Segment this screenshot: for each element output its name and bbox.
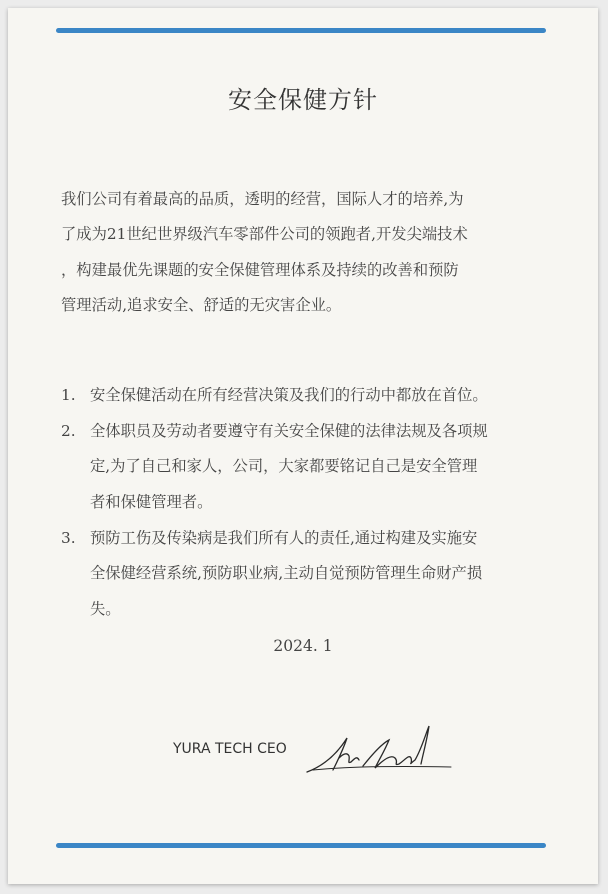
intro-line: 管理活动,追求安全、舒适的无灾害企业。 bbox=[61, 295, 342, 314]
signature-block bbox=[173, 720, 453, 780]
policy-item-1 bbox=[61, 378, 561, 413]
intro-line: ，构建最优先课题的安全保健管理体系及持续的改善和预防 bbox=[61, 260, 459, 279]
item-line: 全体职员及劳动者要遵守有关安全保健的法律法规及各项规 bbox=[90, 422, 488, 440]
top-accent-bar bbox=[56, 28, 546, 33]
item-line: 预防工伤及传染病是我们所有人的责任,通过构建及实施安 bbox=[90, 529, 478, 547]
item-line: 定,为了自己和家人，公司，大家都要铭记自己是安全管理 bbox=[90, 457, 478, 476]
item-line: 者和保健管理者。 bbox=[90, 492, 213, 511]
document-title: 安全保健方针 bbox=[228, 86, 378, 114]
intro-paragraph bbox=[61, 182, 551, 323]
intro-line: 了成为21世纪世界级汽车零部件公司的领跑者,开发尖端技术 bbox=[61, 225, 468, 244]
item-line: 全保健经营系统,预防职业病,主动自觉预防管理生命财产损 bbox=[90, 564, 483, 583]
document-date: 2024. 1 bbox=[273, 637, 333, 655]
item-number: 2. bbox=[61, 422, 76, 440]
handwritten-signature bbox=[303, 720, 453, 780]
signer-title: YURA TECH CEO bbox=[173, 741, 287, 757]
policy-item-3 bbox=[61, 521, 561, 627]
bottom-accent-bar bbox=[56, 843, 546, 848]
policy-item-2 bbox=[61, 414, 561, 520]
item-line: 安全保健活动在所有经营决策及我们的行动中都放在首位。 bbox=[90, 386, 488, 404]
item-number: 3. bbox=[61, 529, 76, 547]
policy-document bbox=[8, 8, 598, 884]
intro-line: 我们公司有着最高的品质，透明的经营，国际人才的培养,为 bbox=[61, 190, 464, 208]
item-number: 1. bbox=[61, 386, 76, 404]
item-line: 失。 bbox=[90, 599, 121, 618]
